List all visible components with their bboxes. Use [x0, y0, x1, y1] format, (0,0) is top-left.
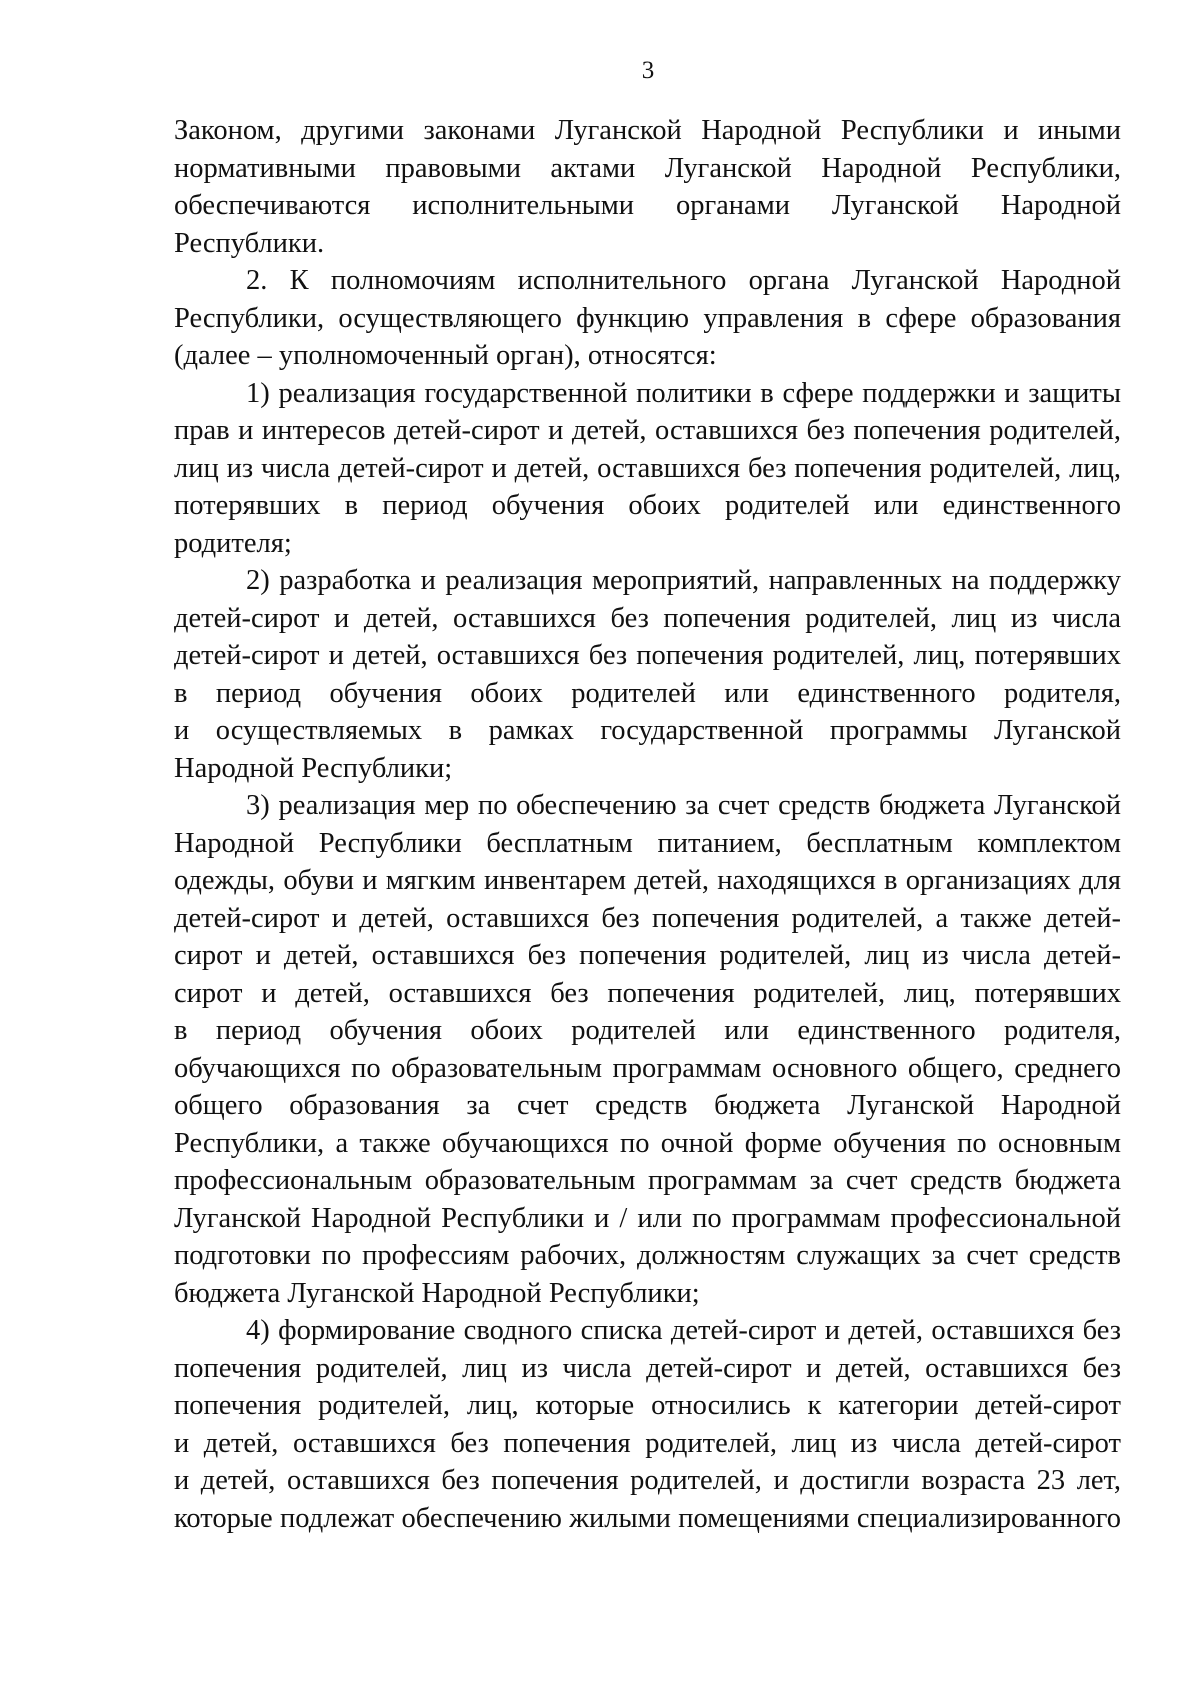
- text-line: 2) разработка и реализация мероприятий, направленных на поддержку: [246, 565, 1121, 596]
- paragraph-item2: [174, 562, 1121, 787]
- text-line: Республики, а также обучающихся по очной форме обучения по основным: [174, 1127, 1121, 1159]
- text-line: детей-сирот и детей, оставшихся без попечения родителей, лиц, потерявших: [174, 640, 1121, 671]
- text-line: и осуществляемых в рамках государственной программы Луганской: [174, 715, 1121, 746]
- page-number: 3: [641, 57, 655, 84]
- text-line: 4) формирование сводного списка детей-сирот и детей, оставшихся без: [246, 1315, 1121, 1346]
- paragraph-p2: [174, 262, 1121, 375]
- text-line: детей-сирот и детей, оставшихся без попечения родителей, лиц из числа: [174, 602, 1121, 634]
- text-line: (далее – уполномоченный орган), относятся:: [174, 340, 717, 371]
- text-line: попечения родителей, лиц из числа детей-сирот и детей, оставшихся без: [174, 1352, 1121, 1384]
- text-line: родителя;: [174, 527, 292, 559]
- text-line: профессиональным образовательным программам за счет средств бюджета: [174, 1165, 1121, 1196]
- text-line: Народной Республики бесплатным питанием, бесплатным комплектом: [174, 827, 1121, 859]
- text-line: одежды, обуви и мягким инвентарем детей, находящихся в организациях для: [174, 865, 1121, 896]
- text-line: сирот и детей, оставшихся без попечения родителей, лиц, потерявших: [174, 977, 1121, 1009]
- text-line: которые подлежат обеспечению жилыми помещениями специализированного: [174, 1502, 1121, 1534]
- document-body: [174, 112, 1121, 1537]
- text-line: детей-сирот и детей, оставшихся без попечения родителей, а также детей-: [174, 902, 1121, 934]
- text-line: попечения родителей, лиц, которые относились к категории детей-сирот: [174, 1390, 1121, 1421]
- text-line: нормативными правовыми актами Луганской Народной Республики,: [174, 152, 1121, 184]
- paragraph-item3: [174, 787, 1121, 1312]
- text-line: и детей, оставшихся без попечения родителей, и достигли возраста 23 лет,: [174, 1465, 1121, 1496]
- text-line: 3) реализация мер по обеспечению за счет средств бюджета Луганской: [246, 790, 1121, 821]
- text-line: Республики, осуществляющего функцию управления в сфере образования: [174, 302, 1121, 334]
- paragraph-item1: [174, 375, 1121, 563]
- text-line: Народной Республики;: [174, 752, 453, 784]
- text-line: в период обучения обоих родителей или единственного родителя,: [174, 1015, 1121, 1046]
- text-line: подготовки по профессиям рабочих, должностям служащих за счет средств: [174, 1240, 1121, 1271]
- text-line: сирот и детей, оставшихся без попечения родителей, лиц из числа детей-: [174, 940, 1121, 971]
- text-line: Луганской Народной Республики и / или по программам профессиональной: [174, 1202, 1121, 1234]
- text-line: потерявших в период обучения обоих родителей или единственного: [174, 490, 1121, 521]
- paragraph-item4: [174, 1312, 1121, 1537]
- text-line: бюджета Луганской Народной Республики;: [174, 1277, 700, 1309]
- text-line: в период обучения обоих родителей или единственного родителя,: [174, 677, 1121, 709]
- text-line: Законом, другими законами Луганской Народной Республики и иными: [174, 115, 1121, 146]
- text-line: прав и интересов детей-сирот и детей, оставшихся без попечения родителей,: [174, 415, 1121, 446]
- text-line: 2. К полномочиям исполнительного органа Луганской Народной: [246, 265, 1121, 296]
- text-line: 1) реализация государственной политики в сфере поддержки и защиты: [246, 377, 1121, 409]
- text-line: общего образования за счет средств бюджета Луганской Народной: [174, 1090, 1121, 1121]
- text-line: обучающихся по образовательным программам основного общего, среднего: [174, 1052, 1121, 1084]
- text-line: лиц из числа детей-сирот и детей, оставшихся без попечения родителей, лиц,: [174, 452, 1121, 484]
- text-line: Республики.: [174, 227, 325, 259]
- text-line: обеспечиваются исполнительными органами Луганской Народной: [174, 190, 1121, 221]
- paragraph-cont: [174, 112, 1121, 262]
- text-line: и детей, оставшихся без попечения родителей, лиц из числа детей-сирот: [174, 1427, 1121, 1459]
